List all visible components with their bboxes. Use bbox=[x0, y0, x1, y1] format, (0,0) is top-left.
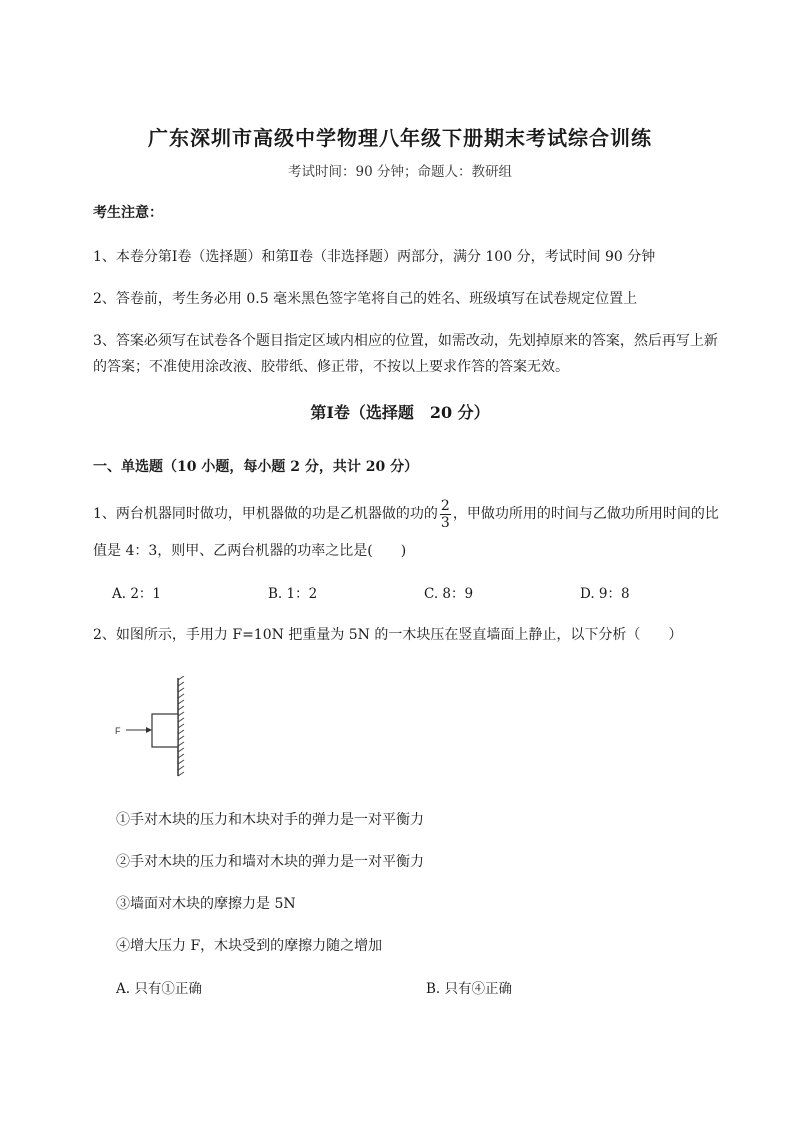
q2-statement-2: ②手对木块的压力和墙对木块的弹力是一对平衡力 bbox=[116, 854, 424, 870]
exam-subtitle: 考试时间：90 分钟；命题人：教研组 bbox=[288, 164, 512, 180]
exam-title: 广东深圳市高级中学物理八年级下册期末考试综合训练 bbox=[148, 126, 652, 150]
notice-item-3-cont: 的答案；不准使用涂改液、胶带纸、修正带，不按以上要求作答的答案无效。 bbox=[93, 359, 569, 375]
section-title: 第Ⅰ卷（选择题 20 分） bbox=[310, 403, 490, 422]
q1-option-b[interactable]: B. 1：2 bbox=[268, 586, 318, 602]
q2-statement-3: ③墙面对木块的摩擦力是 5N bbox=[116, 896, 296, 912]
q1-fraction bbox=[440, 498, 451, 531]
q1-fraction-num: 2 bbox=[440, 497, 450, 514]
wall-hatching bbox=[178, 676, 184, 776]
notice-item-2: 2、答卷前，考生务必用 0.5 毫米黑色签字笔将自己的姓名、班级填写在试卷规定位置上 bbox=[93, 291, 638, 307]
q1-stem-line2: 值是 4：3，则甲、乙两台机器的功率之比是( ) bbox=[93, 543, 407, 559]
q1-text-b: ，甲做功所用的时间与乙做功所用时间的比 bbox=[452, 506, 719, 522]
q1-fraction-den: 3 bbox=[440, 514, 450, 531]
part-title: 一、单选题（10 小题，每小题 2 分，共计 20 分） bbox=[93, 459, 419, 475]
notice-item-3: 3、答案必须写在试卷各个题目指定区域内相应的位置，如需改动，先划掉原来的答案，然后再写上新 bbox=[93, 333, 718, 349]
q2-option-a[interactable]: A. 只有①正确 bbox=[116, 981, 202, 997]
q1-option-a[interactable]: A. 2：1 bbox=[112, 586, 162, 602]
force-arrow-head bbox=[146, 727, 152, 733]
q2-statement-4: ④增大压力 F，木块受到的摩擦力随之增加 bbox=[116, 938, 383, 954]
q2-figure bbox=[110, 676, 200, 778]
wood-block bbox=[152, 714, 178, 747]
q2-stem: 2、如图所示，手用力 F=10N 把重量为 5N 的一木块压在竖直墙面上静止，以下分析（ ） bbox=[93, 627, 683, 643]
q1-option-c[interactable]: C. 8：9 bbox=[424, 586, 474, 602]
q2-statement-1: ①手对木块的压力和木块对手的弹力是一对平衡力 bbox=[116, 812, 424, 828]
notice-item-1: 1、本卷分第Ⅰ卷（选择题）和第Ⅱ卷（非选择题）两部分，满分 100 分，考试时间 90 分钟 bbox=[93, 249, 656, 265]
q1-stem-line1 bbox=[93, 494, 719, 534]
q2-option-b[interactable]: B. 只有④正确 bbox=[426, 981, 513, 997]
notice-heading: 考生注意： bbox=[93, 205, 163, 221]
q1-option-d[interactable]: D. 9：8 bbox=[580, 586, 630, 602]
force-label: F bbox=[115, 726, 121, 736]
q1-text-a: 1、两台机器同时做功，甲机器做的功是乙机器做的功的 bbox=[93, 506, 438, 522]
